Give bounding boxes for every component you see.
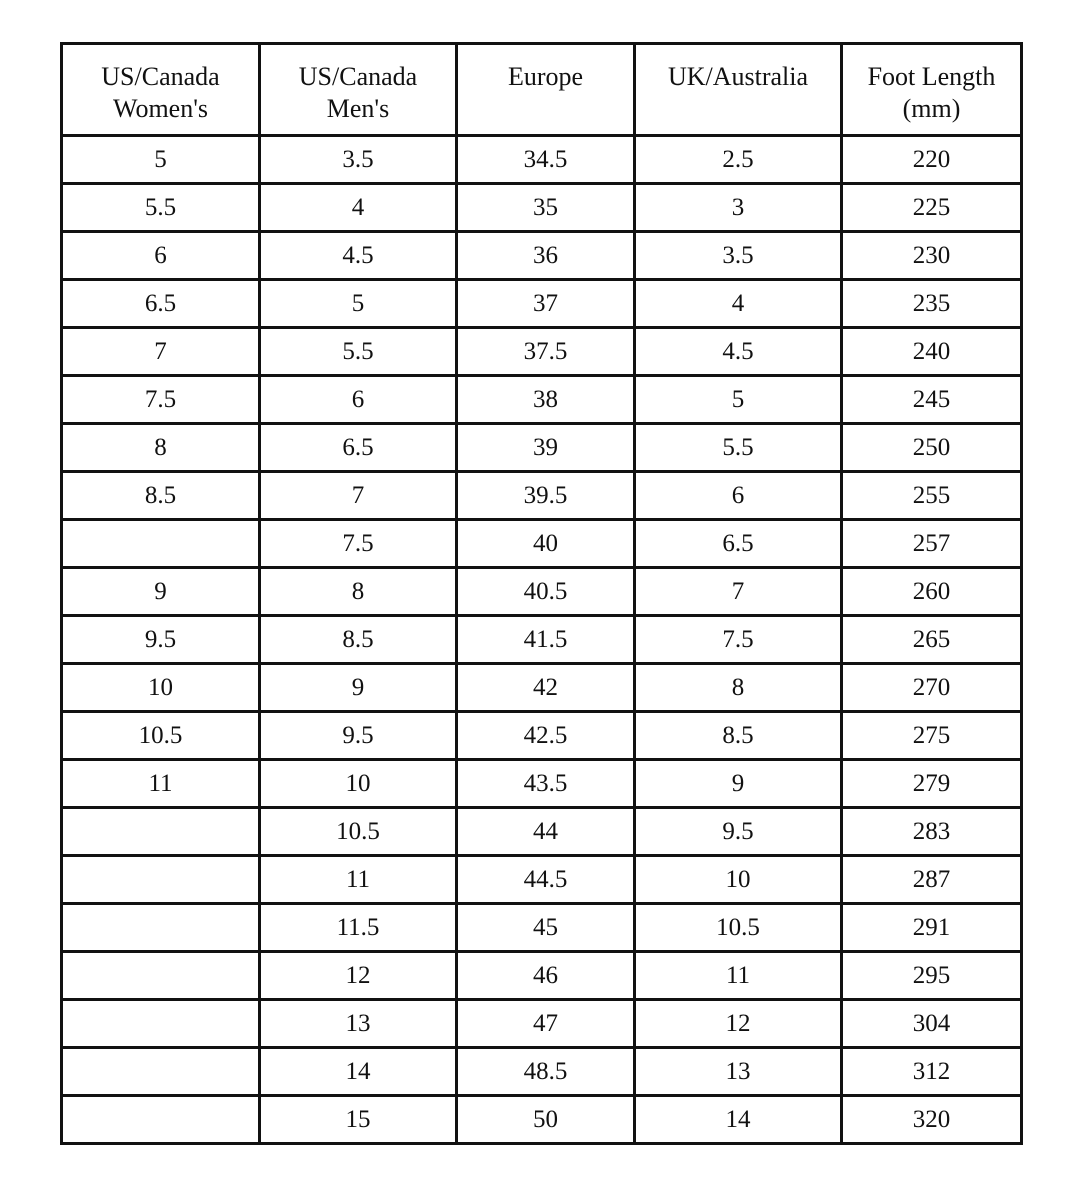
cell-europe: 46 bbox=[457, 952, 635, 1000]
cell-europe: 35 bbox=[457, 184, 635, 232]
cell-us-canada-mens: 6 bbox=[260, 376, 457, 424]
cell-europe: 48.5 bbox=[457, 1048, 635, 1096]
cell-europe: 43.5 bbox=[457, 760, 635, 808]
cell-us-canada-mens: 6.5 bbox=[260, 424, 457, 472]
cell-europe: 37.5 bbox=[457, 328, 635, 376]
cell-foot-length-mm: 270 bbox=[842, 664, 1022, 712]
cell-uk-australia: 9.5 bbox=[635, 808, 842, 856]
cell-us-canada-mens: 15 bbox=[260, 1096, 457, 1144]
cell-us-canada-womens: 5.5 bbox=[62, 184, 260, 232]
cell-us-canada-mens: 3.5 bbox=[260, 136, 457, 184]
cell-uk-australia: 2.5 bbox=[635, 136, 842, 184]
cell-us-canada-mens: 4 bbox=[260, 184, 457, 232]
cell-foot-length-mm: 279 bbox=[842, 760, 1022, 808]
table-row bbox=[62, 1096, 1022, 1144]
table-row bbox=[62, 664, 1022, 712]
cell-europe: 42.5 bbox=[457, 712, 635, 760]
cell-foot-length-mm: 291 bbox=[842, 904, 1022, 952]
table-row bbox=[62, 184, 1022, 232]
cell-us-canada-mens: 7.5 bbox=[260, 520, 457, 568]
header-us-canada-mens bbox=[260, 44, 457, 136]
cell-uk-australia: 10 bbox=[635, 856, 842, 904]
cell-uk-australia: 14 bbox=[635, 1096, 842, 1144]
cell-foot-length-mm: 220 bbox=[842, 136, 1022, 184]
size-conversion-table bbox=[60, 42, 1023, 1145]
cell-us-canada-mens: 8 bbox=[260, 568, 457, 616]
table-row bbox=[62, 616, 1022, 664]
table-row bbox=[62, 904, 1022, 952]
cell-us-canada-mens: 8.5 bbox=[260, 616, 457, 664]
cell-europe: 41.5 bbox=[457, 616, 635, 664]
cell-us-canada-mens: 9 bbox=[260, 664, 457, 712]
header-label: Foot Length (mm) bbox=[867, 62, 996, 123]
cell-uk-australia: 5.5 bbox=[635, 424, 842, 472]
cell-foot-length-mm: 283 bbox=[842, 808, 1022, 856]
cell-us-canada-womens: 9 bbox=[62, 568, 260, 616]
cell-foot-length-mm: 230 bbox=[842, 232, 1022, 280]
table-row bbox=[62, 760, 1022, 808]
header-us-canada-womens bbox=[62, 44, 260, 136]
cell-foot-length-mm: 235 bbox=[842, 280, 1022, 328]
cell-us-canada-womens bbox=[62, 520, 260, 568]
cell-uk-australia: 13 bbox=[635, 1048, 842, 1096]
table-header bbox=[62, 44, 1022, 136]
cell-us-canada-mens: 9.5 bbox=[260, 712, 457, 760]
cell-foot-length-mm: 225 bbox=[842, 184, 1022, 232]
header-row bbox=[62, 44, 1022, 136]
cell-uk-australia: 3 bbox=[635, 184, 842, 232]
cell-us-canada-mens: 11.5 bbox=[260, 904, 457, 952]
header-label: US/Canada Men's bbox=[298, 62, 418, 123]
cell-uk-australia: 9 bbox=[635, 760, 842, 808]
cell-europe: 45 bbox=[457, 904, 635, 952]
cell-foot-length-mm: 255 bbox=[842, 472, 1022, 520]
cell-europe: 36 bbox=[457, 232, 635, 280]
table-row bbox=[62, 520, 1022, 568]
cell-europe: 39.5 bbox=[457, 472, 635, 520]
cell-uk-australia: 11 bbox=[635, 952, 842, 1000]
cell-foot-length-mm: 287 bbox=[842, 856, 1022, 904]
cell-uk-australia: 7 bbox=[635, 568, 842, 616]
cell-us-canada-womens bbox=[62, 856, 260, 904]
table-body bbox=[62, 136, 1022, 1144]
cell-us-canada-womens: 5 bbox=[62, 136, 260, 184]
cell-europe: 44.5 bbox=[457, 856, 635, 904]
table-row bbox=[62, 1000, 1022, 1048]
cell-us-canada-mens: 11 bbox=[260, 856, 457, 904]
cell-us-canada-womens: 10.5 bbox=[62, 712, 260, 760]
cell-us-canada-mens: 7 bbox=[260, 472, 457, 520]
cell-us-canada-womens: 7.5 bbox=[62, 376, 260, 424]
cell-foot-length-mm: 275 bbox=[842, 712, 1022, 760]
table-row bbox=[62, 472, 1022, 520]
cell-europe: 38 bbox=[457, 376, 635, 424]
header-foot-length bbox=[842, 44, 1022, 136]
cell-foot-length-mm: 245 bbox=[842, 376, 1022, 424]
cell-us-canada-womens: 7 bbox=[62, 328, 260, 376]
cell-foot-length-mm: 260 bbox=[842, 568, 1022, 616]
cell-uk-australia: 8 bbox=[635, 664, 842, 712]
cell-europe: 47 bbox=[457, 1000, 635, 1048]
cell-foot-length-mm: 304 bbox=[842, 1000, 1022, 1048]
cell-uk-australia: 3.5 bbox=[635, 232, 842, 280]
cell-europe: 40 bbox=[457, 520, 635, 568]
cell-us-canada-womens: 11 bbox=[62, 760, 260, 808]
cell-us-canada-mens: 4.5 bbox=[260, 232, 457, 280]
cell-us-canada-womens: 8 bbox=[62, 424, 260, 472]
cell-foot-length-mm: 250 bbox=[842, 424, 1022, 472]
cell-us-canada-womens bbox=[62, 1000, 260, 1048]
cell-us-canada-mens: 5 bbox=[260, 280, 457, 328]
cell-europe: 34.5 bbox=[457, 136, 635, 184]
cell-us-canada-mens: 13 bbox=[260, 1000, 457, 1048]
cell-us-canada-mens: 5.5 bbox=[260, 328, 457, 376]
cell-foot-length-mm: 240 bbox=[842, 328, 1022, 376]
cell-uk-australia: 10.5 bbox=[635, 904, 842, 952]
header-uk-australia bbox=[635, 44, 842, 136]
cell-us-canada-womens bbox=[62, 904, 260, 952]
cell-uk-australia: 7.5 bbox=[635, 616, 842, 664]
cell-us-canada-womens bbox=[62, 952, 260, 1000]
table-row bbox=[62, 952, 1022, 1000]
cell-uk-australia: 8.5 bbox=[635, 712, 842, 760]
table-row bbox=[62, 856, 1022, 904]
cell-europe: 44 bbox=[457, 808, 635, 856]
cell-europe: 50 bbox=[457, 1096, 635, 1144]
cell-europe: 37 bbox=[457, 280, 635, 328]
cell-us-canada-womens: 6 bbox=[62, 232, 260, 280]
cell-uk-australia: 6.5 bbox=[635, 520, 842, 568]
cell-us-canada-mens: 10.5 bbox=[260, 808, 457, 856]
table-row bbox=[62, 376, 1022, 424]
cell-foot-length-mm: 265 bbox=[842, 616, 1022, 664]
cell-uk-australia: 6 bbox=[635, 472, 842, 520]
header-label: UK/Australia bbox=[667, 62, 809, 91]
header-label: Europe bbox=[507, 62, 584, 91]
cell-uk-australia: 4.5 bbox=[635, 328, 842, 376]
cell-europe: 42 bbox=[457, 664, 635, 712]
cell-uk-australia: 4 bbox=[635, 280, 842, 328]
table-row bbox=[62, 424, 1022, 472]
cell-us-canada-womens bbox=[62, 808, 260, 856]
cell-us-canada-womens: 10 bbox=[62, 664, 260, 712]
cell-foot-length-mm: 320 bbox=[842, 1096, 1022, 1144]
cell-us-canada-womens: 8.5 bbox=[62, 472, 260, 520]
table-row bbox=[62, 712, 1022, 760]
cell-us-canada-womens: 9.5 bbox=[62, 616, 260, 664]
cell-us-canada-womens bbox=[62, 1048, 260, 1096]
cell-foot-length-mm: 295 bbox=[842, 952, 1022, 1000]
cell-europe: 40.5 bbox=[457, 568, 635, 616]
cell-uk-australia: 12 bbox=[635, 1000, 842, 1048]
cell-uk-australia: 5 bbox=[635, 376, 842, 424]
cell-us-canada-mens: 12 bbox=[260, 952, 457, 1000]
header-europe bbox=[457, 44, 635, 136]
cell-foot-length-mm: 312 bbox=[842, 1048, 1022, 1096]
cell-europe: 39 bbox=[457, 424, 635, 472]
table-row bbox=[62, 808, 1022, 856]
table-row bbox=[62, 232, 1022, 280]
cell-us-canada-womens: 6.5 bbox=[62, 280, 260, 328]
cell-foot-length-mm: 257 bbox=[842, 520, 1022, 568]
header-label: US/Canada Women's bbox=[101, 62, 220, 123]
cell-us-canada-mens: 14 bbox=[260, 1048, 457, 1096]
table-row bbox=[62, 328, 1022, 376]
table-row bbox=[62, 280, 1022, 328]
table-row bbox=[62, 136, 1022, 184]
cell-us-canada-womens bbox=[62, 1096, 260, 1144]
cell-us-canada-mens: 10 bbox=[260, 760, 457, 808]
table-row bbox=[62, 568, 1022, 616]
table-row bbox=[62, 1048, 1022, 1096]
